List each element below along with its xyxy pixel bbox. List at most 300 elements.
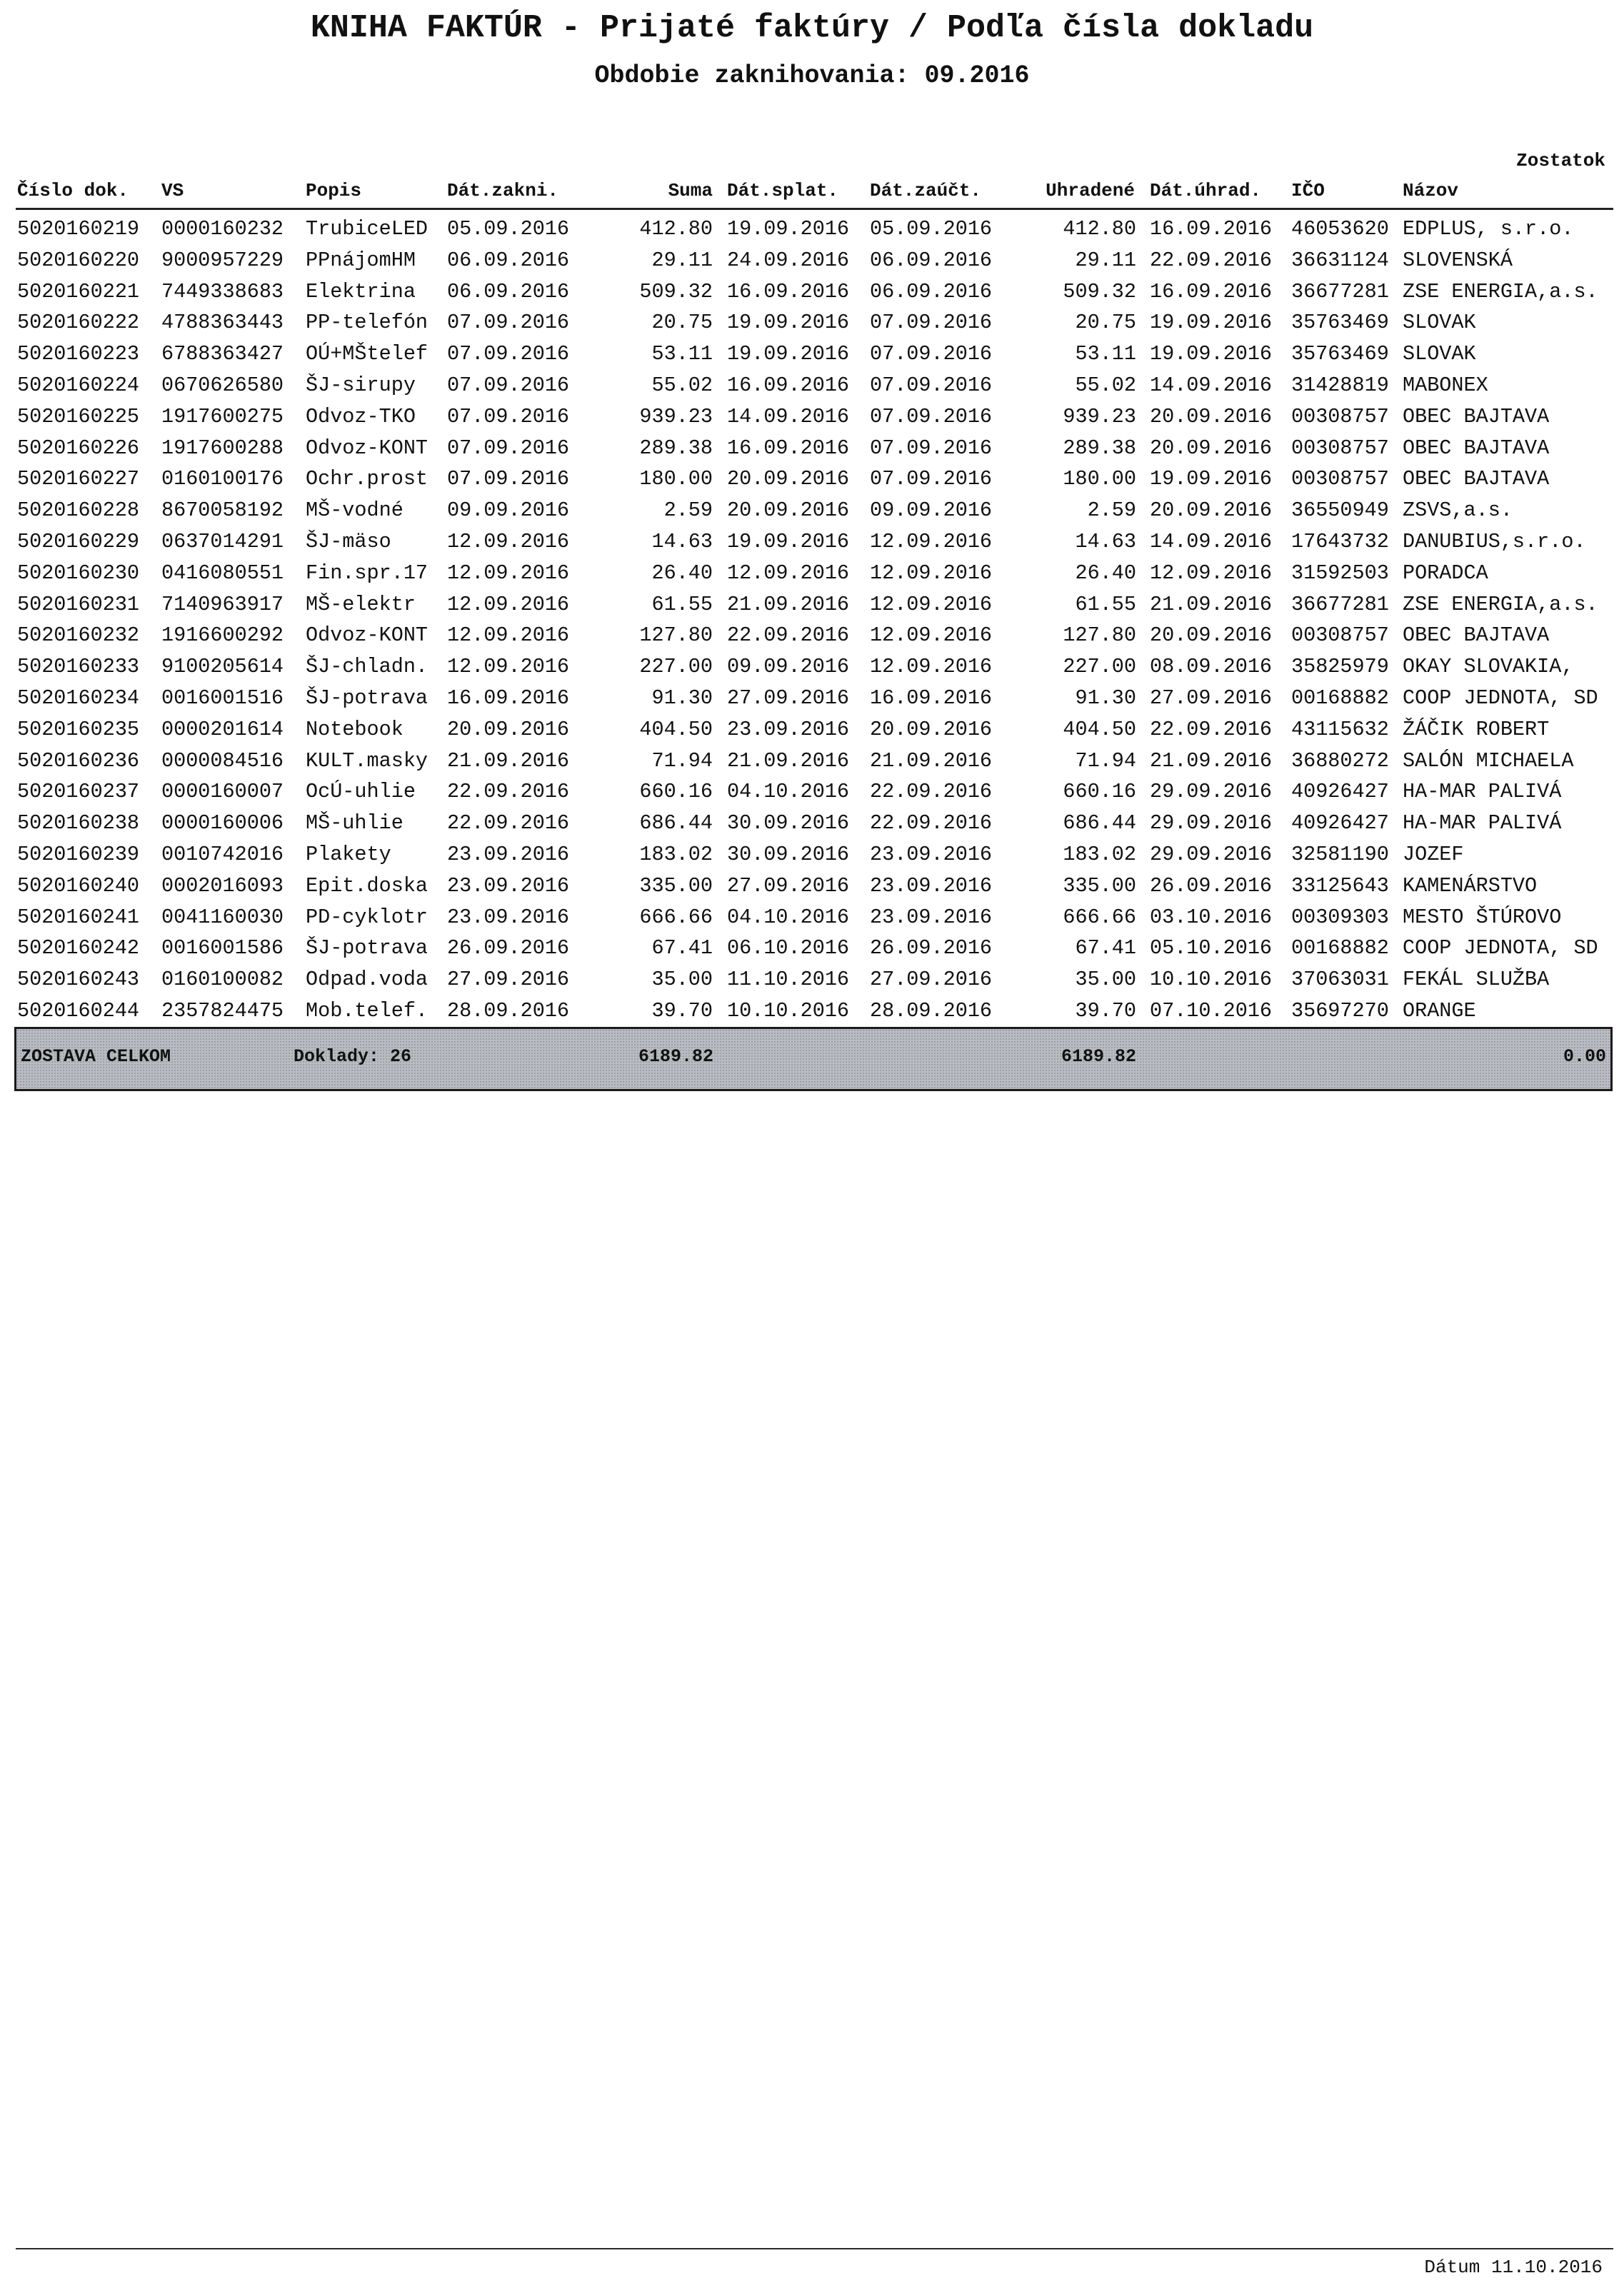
cell-dat-splat: 27.09.2016 [727, 686, 850, 710]
cell-uhradene: 686.44 [1063, 811, 1136, 836]
cell-dat-splat: 24.09.2016 [727, 248, 850, 272]
cell-dat-zakni: 12.09.2016 [447, 529, 570, 553]
table-row [0, 777, 1624, 808]
cell-dat-zauct: 22.09.2016 [870, 780, 993, 804]
cell-dat-uhrad: 10.10.2016 [1150, 968, 1273, 992]
cell-suma: 14.63 [651, 529, 713, 553]
cell-ico: 31428819 [1291, 373, 1389, 397]
col-header-vs: VS [161, 180, 184, 201]
cell-suma: 127.80 [639, 623, 713, 648]
cell-dat-uhrad: 29.09.2016 [1150, 811, 1273, 836]
cell-dat-uhrad: 12.09.2016 [1150, 561, 1273, 585]
cell-popis: Mob.telef. [306, 998, 428, 1023]
cell-dat-zauct: 23.09.2016 [870, 873, 993, 898]
cell-dat-splat: 19.09.2016 [727, 529, 850, 553]
cell-dat-zauct: 12.09.2016 [870, 561, 993, 585]
cell-cislo-dok: 5020160228 [17, 498, 140, 523]
table-row [0, 965, 1624, 996]
cell-cislo-dok: 5020160221 [17, 279, 140, 303]
cell-nazov: OBEC BAJTAVA [1403, 467, 1550, 491]
table-row [0, 433, 1624, 465]
report-title: KNIHA FAKTÚR - Prijaté faktúry / Podľa čísla dokladu [310, 10, 1314, 46]
cell-ico: 00308757 [1291, 467, 1389, 491]
cell-popis: Plakety [306, 842, 391, 866]
totals-suma: 6189.82 [638, 1046, 713, 1067]
cell-dat-uhrad: 16.09.2016 [1150, 279, 1273, 303]
cell-popis: ŠJ-potrava [306, 936, 428, 960]
cell-suma: 20.75 [651, 311, 713, 335]
col-header-dat-uhrad: Dát.úhrad. [1150, 180, 1262, 201]
table-row [0, 496, 1624, 527]
cell-dat-uhrad: 19.09.2016 [1150, 342, 1273, 366]
cell-dat-splat: 11.10.2016 [727, 968, 850, 992]
cell-cislo-dok: 5020160219 [17, 217, 140, 241]
cell-popis: MŠ-vodné [306, 498, 404, 523]
cell-ico: 46053620 [1291, 217, 1389, 241]
cell-nazov: OBEC BAJTAVA [1403, 404, 1550, 428]
table-row [0, 621, 1624, 652]
totals-bar [14, 1027, 1613, 1091]
cell-vs: 0000160006 [161, 811, 284, 836]
cell-cislo-dok: 5020160226 [17, 436, 140, 460]
cell-dat-zakni: 07.09.2016 [447, 404, 570, 428]
cell-uhradene: 39.70 [1075, 998, 1136, 1023]
cell-uhradene: 227.00 [1063, 655, 1136, 679]
cell-dat-zauct: 07.09.2016 [870, 311, 993, 335]
cell-cislo-dok: 5020160230 [17, 561, 140, 585]
cell-popis: PP-telefón [306, 311, 428, 335]
cell-dat-splat: 20.09.2016 [727, 467, 850, 491]
totals-uhradene: 6189.82 [1061, 1046, 1136, 1067]
cell-dat-zakni: 16.09.2016 [447, 686, 570, 710]
col-header-dat-zauct: Dát.zaúčt. [870, 180, 982, 201]
col-header-dat-splat: Dát.splat. [727, 180, 839, 201]
col-header-nazov: Názov [1403, 180, 1459, 201]
cell-dat-zakni: 07.09.2016 [447, 436, 570, 460]
cell-dat-splat: 06.10.2016 [727, 936, 850, 960]
cell-dat-splat: 19.09.2016 [727, 217, 850, 241]
cell-nazov: ŽÁČIK ROBERT [1403, 717, 1550, 741]
table-row [0, 590, 1624, 621]
cell-uhradene: 127.80 [1063, 623, 1136, 648]
cell-cislo-dok: 5020160229 [17, 529, 140, 553]
cell-nazov: ZSE ENERGIA,a.s. [1403, 279, 1598, 303]
cell-vs: 0000084516 [161, 748, 284, 773]
cell-vs: 9100205614 [161, 655, 284, 679]
cell-uhradene: 20.75 [1075, 311, 1136, 335]
cell-dat-zauct: 21.09.2016 [870, 748, 993, 773]
footer-divider [16, 2248, 1613, 2249]
cell-dat-splat: 16.09.2016 [727, 373, 850, 397]
cell-suma: 660.16 [639, 780, 713, 804]
table-row [0, 715, 1624, 746]
cell-dat-zakni: 23.09.2016 [447, 905, 570, 929]
cell-dat-zakni: 22.09.2016 [447, 780, 570, 804]
cell-uhradene: 289.38 [1063, 436, 1136, 460]
cell-nazov: EDPLUS, s.r.o. [1403, 217, 1574, 241]
table-row [0, 558, 1624, 590]
cell-dat-uhrad: 20.09.2016 [1150, 623, 1273, 648]
cell-dat-zakni: 06.09.2016 [447, 248, 570, 272]
cell-uhradene: 26.40 [1075, 561, 1136, 585]
table-row [0, 527, 1624, 558]
cell-cislo-dok: 5020160244 [17, 998, 140, 1023]
cell-cislo-dok: 5020160238 [17, 811, 140, 836]
cell-suma: 686.44 [639, 811, 713, 836]
cell-ico: 35825979 [1291, 655, 1389, 679]
cell-dat-zauct: 07.09.2016 [870, 436, 993, 460]
cell-cislo-dok: 5020160233 [17, 655, 140, 679]
cell-dat-uhrad: 05.10.2016 [1150, 936, 1273, 960]
cell-vs: 0670626580 [161, 373, 284, 397]
cell-cislo-dok: 5020160240 [17, 873, 140, 898]
col-header-dat-zakni: Dát.zakni. [447, 180, 559, 201]
cell-ico: 32581190 [1291, 842, 1389, 866]
cell-vs: 0010742016 [161, 842, 284, 866]
cell-cislo-dok: 5020160241 [17, 905, 140, 929]
cell-suma: 71.94 [651, 748, 713, 773]
cell-cislo-dok: 5020160227 [17, 467, 140, 491]
cell-cislo-dok: 5020160235 [17, 717, 140, 741]
invoice-table-body [0, 214, 1624, 1028]
cell-ico: 40926427 [1291, 811, 1389, 836]
cell-popis: ŠJ-chladn. [306, 655, 428, 679]
cell-popis: Odvoz-TKO [306, 404, 416, 428]
cell-uhradene: 939.23 [1063, 404, 1136, 428]
totals-documents: Doklady: 26 [294, 1046, 412, 1067]
cell-popis: PD-cyklotr [306, 905, 428, 929]
cell-popis: TrubiceLED [306, 217, 428, 241]
cell-dat-splat: 27.09.2016 [727, 873, 850, 898]
table-row [0, 683, 1624, 715]
totals-zostatok: 0.00 [1563, 1046, 1606, 1067]
cell-popis: MŠ-elektr [306, 592, 416, 616]
cell-nazov: OBEC BAJTAVA [1403, 436, 1550, 460]
cell-cislo-dok: 5020160222 [17, 311, 140, 335]
cell-uhradene: 53.11 [1075, 342, 1136, 366]
cell-nazov: SLOVAK [1403, 311, 1476, 335]
cell-suma: 55.02 [651, 373, 713, 397]
cell-vs: 7140963917 [161, 592, 284, 616]
cell-dat-splat: 23.09.2016 [727, 717, 850, 741]
cell-dat-zakni: 26.09.2016 [447, 936, 570, 960]
cell-ico: 00309303 [1291, 905, 1389, 929]
cell-ico: 40926427 [1291, 780, 1389, 804]
cell-dat-uhrad: 07.10.2016 [1150, 998, 1273, 1023]
cell-dat-zakni: 22.09.2016 [447, 811, 570, 836]
cell-dat-zakni: 23.09.2016 [447, 842, 570, 866]
cell-vs: 2357824475 [161, 998, 284, 1023]
cell-suma: 509.32 [639, 279, 713, 303]
cell-uhradene: 91.30 [1075, 686, 1136, 710]
cell-dat-splat: 19.09.2016 [727, 311, 850, 335]
cell-popis: OcÚ-uhlie [306, 780, 416, 804]
cell-nazov: HA-MAR PALIVÁ [1403, 780, 1562, 804]
cell-dat-uhrad: 29.09.2016 [1150, 780, 1273, 804]
cell-uhradene: 412.80 [1063, 217, 1136, 241]
cell-cislo-dok: 5020160231 [17, 592, 140, 616]
cell-ico: 00168882 [1291, 686, 1389, 710]
cell-dat-splat: 16.09.2016 [727, 436, 850, 460]
cell-dat-zauct: 22.09.2016 [870, 811, 993, 836]
cell-dat-zakni: 21.09.2016 [447, 748, 570, 773]
cell-popis: Fin.spr.17 [306, 561, 428, 585]
cell-suma: 35.00 [651, 968, 713, 992]
cell-nazov: ZSVS,a.s. [1403, 498, 1513, 523]
cell-suma: 180.00 [639, 467, 713, 491]
cell-uhradene: 2.59 [1087, 498, 1136, 523]
cell-dat-splat: 16.09.2016 [727, 279, 850, 303]
cell-nazov: COOP JEDNOTA, SD [1403, 686, 1598, 710]
cell-dat-zakni: 23.09.2016 [447, 873, 570, 898]
cell-vs: 4788363443 [161, 311, 284, 335]
cell-uhradene: 660.16 [1063, 780, 1136, 804]
cell-ico: 00308757 [1291, 404, 1389, 428]
totals-label: ZOSTAVA CELKOM [21, 1046, 171, 1067]
cell-dat-zauct: 26.09.2016 [870, 936, 993, 960]
cell-cislo-dok: 5020160243 [17, 968, 140, 992]
cell-dat-zauct: 07.09.2016 [870, 342, 993, 366]
cell-dat-zakni: 28.09.2016 [447, 998, 570, 1023]
cell-suma: 939.23 [639, 404, 713, 428]
cell-dat-splat: 30.09.2016 [727, 842, 850, 866]
cell-dat-zauct: 12.09.2016 [870, 529, 993, 553]
cell-nazov: MABONEX [1403, 373, 1488, 397]
cell-dat-uhrad: 03.10.2016 [1150, 905, 1273, 929]
cell-vs: 8670058192 [161, 498, 284, 523]
cell-suma: 29.11 [651, 248, 713, 272]
cell-nazov: KAMENÁRSTVO [1403, 873, 1538, 898]
cell-dat-splat: 21.09.2016 [727, 748, 850, 773]
cell-popis: Elektrina [306, 279, 416, 303]
cell-ico: 17643732 [1291, 529, 1389, 553]
cell-cislo-dok: 5020160237 [17, 780, 140, 804]
cell-ico: 36677281 [1291, 279, 1389, 303]
cell-dat-zakni: 12.09.2016 [447, 561, 570, 585]
table-row [0, 464, 1624, 496]
cell-ico: 37063031 [1291, 968, 1389, 992]
cell-uhradene: 61.55 [1075, 592, 1136, 616]
cell-suma: 412.80 [639, 217, 713, 241]
cell-suma: 39.70 [651, 998, 713, 1023]
cell-ico: 35697270 [1291, 998, 1389, 1023]
cell-dat-zauct: 12.09.2016 [870, 655, 993, 679]
cell-dat-zauct: 07.09.2016 [870, 404, 993, 428]
cell-ico: 31592503 [1291, 561, 1389, 585]
cell-nazov: JOZEF [1403, 842, 1464, 866]
cell-vs: 0416080551 [161, 561, 284, 585]
cell-popis: Ochr.prost [306, 467, 428, 491]
cell-suma: 2.59 [663, 498, 713, 523]
table-row [0, 996, 1624, 1028]
cell-dat-zakni: 12.09.2016 [447, 592, 570, 616]
cell-cislo-dok: 5020160223 [17, 342, 140, 366]
cell-dat-zakni: 12.09.2016 [447, 623, 570, 648]
cell-dat-zauct: 07.09.2016 [870, 373, 993, 397]
cell-vs: 0016001516 [161, 686, 284, 710]
cell-dat-uhrad: 19.09.2016 [1150, 467, 1273, 491]
cell-uhradene: 183.02 [1063, 842, 1136, 866]
col-header-cislo: Číslo dok. [17, 180, 129, 201]
cell-cislo-dok: 5020160242 [17, 936, 140, 960]
cell-vs: 1917600275 [161, 404, 284, 428]
cell-suma: 404.50 [639, 717, 713, 741]
cell-suma: 91.30 [651, 686, 713, 710]
cell-cislo-dok: 5020160220 [17, 248, 140, 272]
cell-ico: 36880272 [1291, 748, 1389, 773]
cell-vs: 0000201614 [161, 717, 284, 741]
cell-dat-zauct: 28.09.2016 [870, 998, 993, 1023]
cell-vs: 1916600292 [161, 623, 284, 648]
cell-uhradene: 35.00 [1075, 968, 1136, 992]
cell-dat-zauct: 06.09.2016 [870, 279, 993, 303]
cell-dat-uhrad: 20.09.2016 [1150, 436, 1273, 460]
cell-uhradene: 335.00 [1063, 873, 1136, 898]
cell-vs: 0000160232 [161, 217, 284, 241]
cell-vs: 7449338683 [161, 279, 284, 303]
cell-uhradene: 666.66 [1063, 905, 1136, 929]
cell-nazov: HA-MAR PALIVÁ [1403, 811, 1562, 836]
cell-vs: 0041160030 [161, 905, 284, 929]
cell-dat-splat: 04.10.2016 [727, 905, 850, 929]
col-header-suma: Suma [668, 180, 713, 201]
cell-suma: 67.41 [651, 936, 713, 960]
table-row [0, 746, 1624, 778]
cell-dat-splat: 12.09.2016 [727, 561, 850, 585]
cell-suma: 289.38 [639, 436, 713, 460]
cell-ico: 36631124 [1291, 248, 1389, 272]
cell-dat-zauct: 12.09.2016 [870, 592, 993, 616]
cell-vs: 6788363427 [161, 342, 284, 366]
cell-dat-uhrad: 19.09.2016 [1150, 311, 1273, 335]
cell-nazov: SLOVAK [1403, 342, 1476, 366]
cell-popis: Notebook [306, 717, 404, 741]
cell-dat-splat: 19.09.2016 [727, 342, 850, 366]
cell-suma: 666.66 [639, 905, 713, 929]
cell-dat-uhrad: 29.09.2016 [1150, 842, 1273, 866]
cell-dat-uhrad: 27.09.2016 [1150, 686, 1273, 710]
cell-popis: PPnájomHM [306, 248, 416, 272]
cell-ico: 43115632 [1291, 717, 1389, 741]
cell-nazov: DANUBIUS,s.r.o. [1403, 529, 1586, 553]
cell-popis: Odvoz-KONT [306, 623, 428, 648]
cell-nazov: COOP JEDNOTA, SD [1403, 936, 1598, 960]
cell-suma: 26.40 [651, 561, 713, 585]
cell-dat-uhrad: 22.09.2016 [1150, 248, 1273, 272]
cell-vs: 0000160007 [161, 780, 284, 804]
table-row [0, 652, 1624, 683]
cell-ico: 33125643 [1291, 873, 1389, 898]
cell-dat-uhrad: 20.09.2016 [1150, 498, 1273, 523]
cell-vs: 0016001586 [161, 936, 284, 960]
cell-dat-splat: 22.09.2016 [727, 623, 850, 648]
cell-nazov: FEKÁL SLUŽBA [1403, 968, 1550, 992]
col-header-ico: IČO [1291, 180, 1325, 201]
header-divider [16, 208, 1613, 210]
cell-popis: Odvoz-KONT [306, 436, 428, 460]
table-row [0, 339, 1624, 371]
cell-ico: 00308757 [1291, 623, 1389, 648]
cell-uhradene: 180.00 [1063, 467, 1136, 491]
cell-dat-splat: 14.09.2016 [727, 404, 850, 428]
cell-nazov: ORANGE [1403, 998, 1476, 1023]
col-header-popis: Popis [306, 180, 362, 201]
cell-nazov: OBEC BAJTAVA [1403, 623, 1550, 648]
cell-popis: KULT.masky [306, 748, 428, 773]
cell-uhradene: 55.02 [1075, 373, 1136, 397]
cell-cislo-dok: 5020160225 [17, 404, 140, 428]
cell-cislo-dok: 5020160236 [17, 748, 140, 773]
cell-uhradene: 404.50 [1063, 717, 1136, 741]
cell-dat-uhrad: 26.09.2016 [1150, 873, 1273, 898]
cell-dat-zakni: 07.09.2016 [447, 342, 570, 366]
cell-dat-zakni: 20.09.2016 [447, 717, 570, 741]
cell-popis: ŠJ-sirupy [306, 373, 416, 397]
cell-dat-uhrad: 08.09.2016 [1150, 655, 1273, 679]
cell-popis: ŠJ-potrava [306, 686, 428, 710]
cell-dat-zauct: 05.09.2016 [870, 217, 993, 241]
cell-cislo-dok: 5020160234 [17, 686, 140, 710]
cell-dat-zakni: 07.09.2016 [447, 311, 570, 335]
cell-dat-zakni: 12.09.2016 [447, 655, 570, 679]
cell-vs: 0160100176 [161, 467, 284, 491]
col-header-zostatok: Zostatok [1516, 150, 1605, 171]
cell-dat-zakni: 27.09.2016 [447, 968, 570, 992]
cell-dat-uhrad: 16.09.2016 [1150, 217, 1273, 241]
cell-dat-uhrad: 14.09.2016 [1150, 373, 1273, 397]
cell-uhradene: 71.94 [1075, 748, 1136, 773]
cell-dat-zauct: 07.09.2016 [870, 467, 993, 491]
cell-cislo-dok: 5020160232 [17, 623, 140, 648]
cell-suma: 61.55 [651, 592, 713, 616]
cell-dat-splat: 09.09.2016 [727, 655, 850, 679]
cell-dat-uhrad: 21.09.2016 [1150, 748, 1273, 773]
table-row [0, 871, 1624, 903]
cell-dat-uhrad: 22.09.2016 [1150, 717, 1273, 741]
table-row [0, 402, 1624, 433]
cell-dat-uhrad: 21.09.2016 [1150, 592, 1273, 616]
cell-dat-splat: 21.09.2016 [727, 592, 850, 616]
cell-dat-zakni: 07.09.2016 [447, 373, 570, 397]
cell-nazov: ZSE ENERGIA,a.s. [1403, 592, 1598, 616]
cell-ico: 00308757 [1291, 436, 1389, 460]
table-row [0, 903, 1624, 934]
cell-dat-zauct: 20.09.2016 [870, 717, 993, 741]
cell-suma: 183.02 [639, 842, 713, 866]
cell-nazov: SLOVENSKÁ [1403, 248, 1513, 272]
cell-dat-zauct: 23.09.2016 [870, 905, 993, 929]
cell-popis: OÚ+MŠtelef [306, 342, 428, 366]
cell-dat-zauct: 06.09.2016 [870, 248, 993, 272]
table-row [0, 933, 1624, 965]
cell-popis: Epit.doska [306, 873, 428, 898]
cell-nazov: SALÓN MICHAELA [1403, 748, 1574, 773]
cell-nazov: OKAY SLOVAKIA, [1403, 655, 1574, 679]
cell-vs: 9000957229 [161, 248, 284, 272]
cell-dat-zauct: 09.09.2016 [870, 498, 993, 523]
cell-dat-zauct: 27.09.2016 [870, 968, 993, 992]
cell-ico: 36550949 [1291, 498, 1389, 523]
cell-dat-splat: 30.09.2016 [727, 811, 850, 836]
cell-ico: 35763469 [1291, 311, 1389, 335]
cell-uhradene: 14.63 [1075, 529, 1136, 553]
cell-ico: 00168882 [1291, 936, 1389, 960]
cell-nazov: PORADCA [1403, 561, 1488, 585]
cell-dat-zakni: 06.09.2016 [447, 279, 570, 303]
table-row [0, 808, 1624, 840]
cell-dat-splat: 10.10.2016 [727, 998, 850, 1023]
cell-suma: 335.00 [639, 873, 713, 898]
